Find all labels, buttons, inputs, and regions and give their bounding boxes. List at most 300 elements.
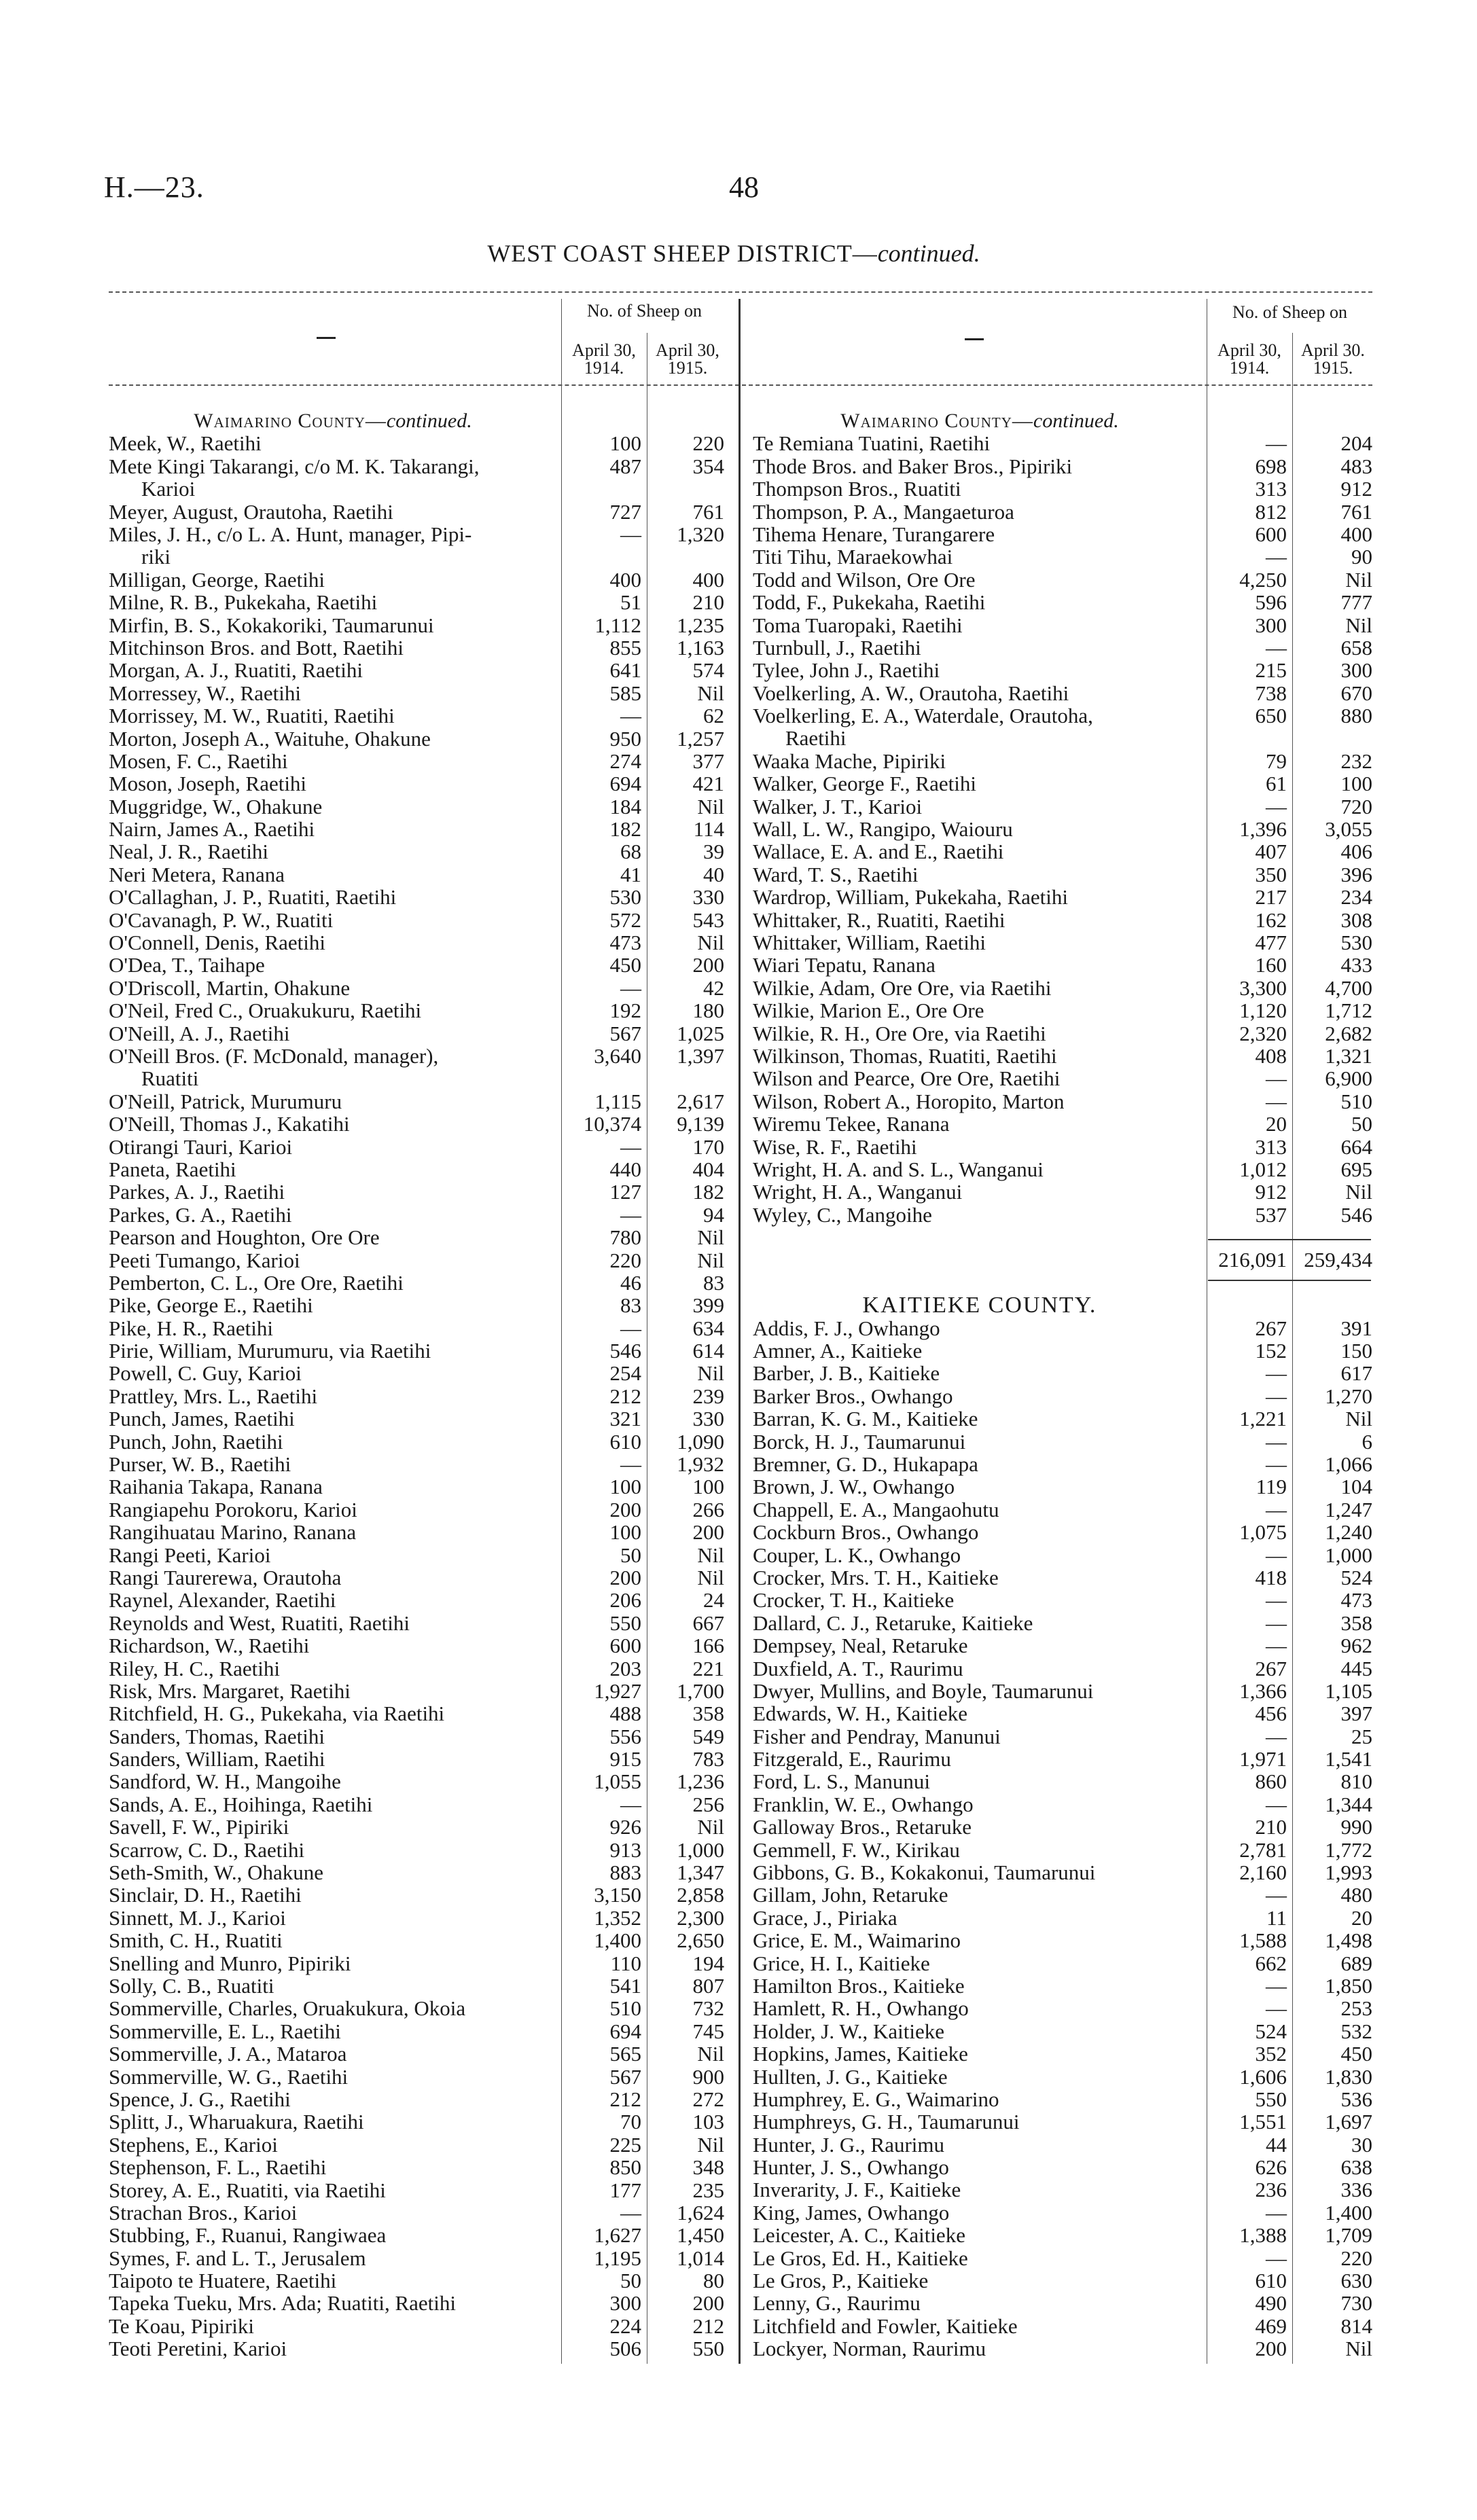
owner-name: Dwyer, Mullins, and Boyle, Taumarunui: [753, 1678, 1094, 1703]
sheep-1915: 445: [1340, 1656, 1372, 1680]
owner-name: Ford, L. S., Manunui: [753, 1769, 930, 1794]
sheep-1915: 94: [703, 1202, 724, 1227]
sheep-1914: 490: [1255, 2291, 1287, 2316]
sheep-1915: 783: [692, 1747, 724, 1771]
table-row: [109, 750, 727, 772]
sheep-1914: 694: [609, 772, 641, 796]
table-row: [753, 1113, 1374, 1135]
table-row: [753, 977, 1374, 999]
owner-name: Wiari Tepatu, Ranana: [753, 953, 936, 977]
sheep-1915: Nil: [697, 2042, 724, 2066]
owner-name: Humphreys, G. H., Taumarunui: [753, 2110, 1020, 2134]
sheep-1915: 3,055: [1325, 817, 1372, 842]
sheep-1915: Nil: [697, 931, 724, 955]
table-row: [109, 1725, 727, 1748]
sheep-1915: 1,850: [1325, 1973, 1372, 1998]
sheep-1914: 267: [1255, 1316, 1287, 1340]
sheep-1914: 440: [609, 1157, 641, 1181]
table-row: [753, 886, 1374, 908]
table-row: [753, 1634, 1374, 1657]
table-row: [753, 659, 1374, 681]
owner-name: O'Neill, Thomas J., Kakatihi: [109, 1112, 350, 1136]
table-row: [753, 999, 1374, 1022]
table-row: [753, 1090, 1374, 1113]
sheep-1915: 1,014: [677, 2246, 724, 2270]
table-row: [753, 682, 1374, 704]
sheep-1914: 2,781: [1239, 1837, 1287, 1862]
owner-name: Paneta, Raetihi: [109, 1157, 236, 1181]
sheep-1915: 404: [692, 1157, 724, 1181]
sheep-1914: —: [620, 1134, 641, 1159]
owner-name: Tihema Henare, Turangarere: [753, 522, 995, 546]
sheep-1914: 127: [609, 1180, 641, 1204]
sheep-1915: 745: [692, 2019, 724, 2043]
owner-name: Rangi Peeti, Karioi: [109, 1543, 271, 1567]
table-row: [753, 501, 1374, 523]
owner-name: Mitchinson Bros. and Bott, Raetihi: [109, 635, 404, 660]
sheep-1915: Nil: [697, 794, 724, 818]
table-row: [109, 432, 727, 454]
sheep-1915: 25: [1351, 1724, 1372, 1748]
sheep-1914: 855: [609, 635, 641, 660]
sheep-1915: 330: [692, 1407, 724, 1431]
owner-name: Hunter, J. G., Raurimu: [753, 2132, 945, 2157]
owner-name: Barran, K. G. M., Kaitieke: [753, 1407, 978, 1431]
owner-name: Wright, H. A. and S. L., Wanganui: [753, 1157, 1044, 1181]
right-group-header: No. of Sheep on: [1232, 302, 1347, 322]
sheep-1914: —: [1266, 1996, 1287, 2021]
sheep-1914: 46: [620, 1270, 641, 1295]
owner-name: Amner, A., Kaitieke: [753, 1339, 923, 1363]
sheep-1915: 630: [1340, 2269, 1372, 2293]
sheep-1914: 68: [620, 840, 641, 864]
owner-name: Symes, F. and L. T., Jerusalem: [109, 2246, 366, 2270]
owner-name: Stephens, E., Karioi: [109, 2132, 278, 2157]
sheep-1915: 114: [693, 817, 724, 842]
owner-name: Wilkie, Adam, Ore Ore, via Raetihi: [753, 975, 1052, 1000]
sheep-1915: 2,300: [677, 1905, 724, 1930]
table-row: [753, 1181, 1374, 1203]
sheep-1915: 83: [703, 1270, 724, 1295]
sheep-1914: —: [620, 2200, 641, 2225]
table-row: [109, 2088, 727, 2110]
table-row: [753, 1680, 1374, 1702]
table-row: [753, 636, 1374, 659]
sheep-1914: 1,221: [1239, 1407, 1287, 1431]
table-row: [109, 1362, 727, 1384]
table-row: [109, 1385, 727, 1407]
sheep-1914: 926: [609, 1815, 641, 1839]
table-row: [753, 931, 1374, 954]
sheep-1914: 300: [1255, 613, 1287, 637]
sheep-1914: 350: [1255, 862, 1287, 886]
table-row: [753, 1907, 1374, 1929]
owner-name: Milne, R. B., Pukekaha, Raetihi: [109, 590, 378, 615]
owner-name: Tylee, John J., Raetihi: [753, 658, 940, 683]
sheep-1915: 212: [692, 2314, 724, 2338]
sheep-1914: 300: [609, 2291, 641, 2316]
table-row: [109, 1861, 727, 1884]
sheep-1915: 1,712: [1325, 998, 1372, 1023]
sheep-1914: 4,250: [1239, 567, 1287, 592]
owner-name: Gemmell, F. W., Kirikau: [753, 1837, 960, 1862]
owner-name: Whittaker, William, Raetihi: [753, 931, 986, 954]
sheep-1915: 406: [1340, 840, 1372, 864]
table-row: [109, 591, 727, 613]
owner-name: Prattley, Mrs. L., Raetihi: [109, 1384, 318, 1408]
owner-name: Otirangi Tauri, Karioi: [109, 1134, 293, 1159]
sheep-1915: 1,000: [1325, 1543, 1372, 1567]
sheep-1914: 2,160: [1239, 1860, 1287, 1885]
sheep-1914: —: [1266, 1724, 1287, 1748]
sheep-1914: 200: [1255, 2337, 1287, 2361]
sheep-1914: 313: [1255, 1134, 1287, 1159]
left-name-header: [317, 337, 336, 339]
table-row: [109, 1793, 727, 1816]
owner-name: Teoti Peretini, Karioi: [109, 2337, 287, 2361]
table-row: [753, 1407, 1374, 1430]
sheep-1914: 600: [1255, 522, 1287, 546]
owner-name: Spence, J. G., Raetihi: [109, 2087, 291, 2111]
owner-name: Te Remiana Tuatini, Raetihi: [753, 431, 991, 456]
sheep-1914: —: [1266, 1452, 1287, 1476]
sheep-1915: 695: [1340, 1157, 1372, 1181]
table-row: [109, 1498, 727, 1521]
owner-name: Hunter, J. S., Owhango: [753, 2155, 949, 2180]
table-row: [753, 772, 1374, 795]
sheep-1915: 900: [692, 2064, 724, 2089]
sheep-1914: 650: [1255, 704, 1287, 728]
sheep-1914: 600: [609, 1634, 641, 1658]
section-heading-waimarino: [109, 410, 557, 432]
sheep-1915: 1,498: [1325, 1928, 1372, 1953]
sheep-1914: 550: [609, 1610, 641, 1635]
table-row: [109, 501, 727, 523]
sheep-1915: 308: [1340, 907, 1372, 932]
table-row: [753, 1997, 1374, 2019]
sheep-1914: 727: [609, 499, 641, 524]
table-row: [109, 569, 727, 591]
sheep-1915: 524: [1340, 1565, 1372, 1589]
sheep-1915: 62: [703, 704, 724, 728]
owner-name: Ward, T. S., Raetihi: [753, 862, 919, 886]
sheep-1914: 160: [1255, 953, 1287, 977]
sheep-1914: 780: [609, 1225, 641, 1250]
sheep-1914: 1,927: [594, 1678, 641, 1703]
sheep-1914: 537: [1255, 1202, 1287, 1227]
table-row: [753, 1770, 1374, 1793]
sheep-1914: —: [1266, 1066, 1287, 1091]
sheep-1914: 585: [609, 681, 641, 705]
table-row: [109, 2337, 727, 2360]
sheep-1914: 596: [1255, 590, 1287, 615]
table-row: [109, 455, 727, 501]
owner-name: Rangi Taurerewa, Orautoha: [109, 1565, 342, 1589]
owner-name: Grace, J., Piriaka: [753, 1905, 897, 1930]
sheep-1915: 180: [692, 998, 724, 1023]
section-heading-waimarino-right: [753, 410, 1207, 432]
owner-name: Grice, H. I., Kaitieke: [753, 1951, 930, 1975]
table-row: [109, 1249, 727, 1272]
owner-name: Voelkerling, E. A., Waterdale, Orautoha,: [753, 704, 1093, 728]
sheep-1914: 206: [609, 1588, 641, 1613]
owner-name: Neri Metera, Ranana: [109, 862, 285, 886]
table-row: [753, 523, 1374, 545]
table-row: [109, 1090, 727, 1113]
owner-name: Muggridge, W., Ohakune: [109, 794, 323, 818]
total-1915: 259,434: [1304, 1248, 1372, 1272]
sheep-1914: 1,396: [1239, 817, 1287, 842]
sheep-1915: 1,247: [1325, 1497, 1372, 1522]
sheep-1914: 567: [609, 1021, 641, 1045]
owner-name: King, James, Owhango: [753, 2200, 950, 2225]
sheep-1915: 1,320: [677, 522, 724, 546]
owner-name: Taipoto te Huatere, Raetihi: [109, 2269, 337, 2293]
left-header-1914: April 30, 1914.: [572, 340, 636, 378]
owner-name: O'Dea, T., Taihape: [109, 953, 265, 977]
table-row: [109, 818, 727, 840]
table-row: [109, 999, 727, 1022]
sheep-1915: 530: [1340, 931, 1372, 954]
owner-name: Cockburn Bros., Owhango: [753, 1520, 979, 1545]
table-row: [753, 1589, 1374, 1611]
table-row: [753, 2066, 1374, 2088]
spacer: [753, 1272, 1374, 1294]
sheep-1915: 2,682: [1325, 1021, 1372, 1045]
sheep-1915: Nil: [1345, 1407, 1372, 1431]
table-row: [753, 2134, 1374, 2156]
sheep-1914: 182: [609, 817, 641, 842]
table-row: [109, 1430, 727, 1453]
sheep-1914: 1,112: [594, 613, 641, 637]
owner-name: Duxfield, A. T., Raurimu: [753, 1656, 963, 1680]
table-row: [109, 1339, 727, 1362]
table-row: [753, 1566, 1374, 1589]
sheep-1914: 1,120: [1239, 998, 1287, 1023]
owner-name: Chappell, E. A., Mangaohutu: [753, 1497, 999, 1522]
sheep-1915: 761: [692, 499, 724, 524]
owner-name: Solly, C. B., Ruatiti: [109, 1974, 274, 1998]
owner-name: Couper, L. K., Owhango: [753, 1543, 961, 1567]
owner-name: Dallard, C. J., Retaruke, Kaitieke: [753, 1610, 1033, 1635]
table-row: [109, 614, 727, 636]
sheep-1914: 641: [609, 658, 641, 683]
owner-name: Litchfield and Fowler, Kaitieke: [753, 2314, 1018, 2338]
owner-name: Pemberton, C. L., Ore Ore, Raetihi: [109, 1270, 404, 1295]
table-row: [753, 1657, 1374, 1680]
owner-name: Barber, J. B., Kaitieke: [753, 1361, 940, 1386]
table-row: [753, 863, 1374, 886]
owner-name: Toma Tuaropaki, Raetihi: [753, 613, 963, 637]
owner-name: Le Gros, P., Kaitieke: [753, 2269, 929, 2293]
sheep-1914: 408: [1255, 1043, 1287, 1068]
sheep-1914: 610: [1255, 2269, 1287, 2293]
sheep-1915: Nil: [697, 1248, 724, 1272]
owner-name: Dempsey, Neal, Retaruke: [753, 1634, 968, 1658]
sheep-1915: 2,650: [677, 1928, 724, 1953]
sheep-1915: 1,236: [677, 1769, 724, 1794]
owner-name: O'Driscoll, Martin, Ohakune: [109, 975, 351, 1000]
owner-name: O'Neil, Fred C., Oruakukuru, Raetihi: [109, 998, 422, 1023]
sheep-1915: 617: [1340, 1361, 1372, 1386]
sheep-1914: 177: [609, 2178, 641, 2202]
left-rows: [109, 432, 727, 2360]
sheep-1915: 421: [692, 772, 724, 796]
sheep-1915: 1,700: [677, 1678, 724, 1703]
sheep-1915: 234: [1340, 885, 1372, 910]
owner-name: Thode Bros. and Baker Bros., Pipiriki: [753, 454, 1073, 478]
sheep-1915: Nil: [1345, 2337, 1372, 2361]
sheep-1915: Nil: [1345, 567, 1372, 592]
sheep-1915: 253: [1340, 1996, 1372, 2021]
table-row: [753, 1045, 1374, 1067]
sheep-1915: 880: [1340, 704, 1372, 728]
right-header-1914: April 30, 1914.: [1217, 340, 1281, 378]
sheep-1915: 2,858: [677, 1883, 724, 1907]
table-row: [109, 863, 727, 886]
sheep-1914: —: [1266, 2246, 1287, 2270]
owner-name: Walker, J. T., Karioi: [753, 794, 923, 818]
table-row: [753, 1136, 1374, 1158]
sheep-1914: 1,075: [1239, 1520, 1287, 1545]
sheep-1914: 912: [1255, 1180, 1287, 1204]
right-name-header: [965, 338, 984, 340]
sheep-1914: 1,627: [594, 2223, 641, 2248]
table-row: [753, 2224, 1374, 2246]
sheep-1915: 266: [692, 1497, 724, 1522]
sheep-1914: 51: [620, 590, 641, 615]
sheep-1914: 610: [609, 1429, 641, 1454]
table-row: [109, 1634, 727, 1657]
sheep-1914: 541: [609, 1974, 641, 1998]
sheep-1914: —: [620, 1316, 641, 1340]
sheep-1915: 614: [692, 1339, 724, 1363]
sheep-1915: 670: [1340, 681, 1372, 705]
sheep-1915: 664: [1340, 1134, 1372, 1159]
sheep-1915: 546: [1340, 1202, 1372, 1227]
owner-name: Hopkins, James, Kaitieke: [753, 2042, 968, 2066]
sheep-1915: 1,257: [677, 726, 724, 751]
table-row: [109, 1566, 727, 1589]
sheep-1915: Nil: [697, 1361, 724, 1386]
sheep-1915: 104: [1340, 1475, 1372, 1499]
sheep-1914: 1,400: [594, 1928, 641, 1953]
sheep-1914: 210: [1255, 1815, 1287, 1839]
table-row: [753, 1317, 1374, 1339]
sheep-1915: 1,090: [677, 1429, 724, 1454]
owner-name: Reynolds and West, Ruatiti, Raetihi: [109, 1610, 410, 1635]
table-row: [753, 432, 1374, 454]
sheep-1914: 456: [1255, 1702, 1287, 1726]
table-row: [109, 1657, 727, 1680]
sheep-1914: —: [1266, 1973, 1287, 1998]
owner-name: Miles, J. H., c/o L. A. Hunt, manager, Pipi-: [109, 522, 472, 546]
table-row: [109, 1158, 727, 1181]
table-row: [109, 2292, 727, 2314]
sheep-1915: 272: [692, 2087, 724, 2111]
table-row: [753, 2178, 1374, 2201]
sheep-1915: 391: [1340, 1316, 1372, 1340]
sheep-1915: 1,321: [1325, 1043, 1372, 1068]
table-row: [753, 455, 1374, 478]
table-row: [109, 1204, 727, 1226]
table-row: [753, 818, 1374, 840]
owner-name: O'Cavanagh, P. W., Ruatiti: [109, 907, 334, 932]
sheep-1914: 3,150: [594, 1883, 641, 1907]
owner-name: Lenny, G., Raurimu: [753, 2291, 921, 2316]
sheep-1915: 170: [692, 1134, 724, 1159]
table-row: [109, 1113, 727, 1135]
owner-name: Splitt, J., Wharuakura, Raetihi: [109, 2110, 364, 2134]
sheep-1914: 1,115: [594, 1089, 641, 1113]
table-row: [109, 2224, 727, 2246]
owner-name: Borck, H. J., Taumarunui: [753, 1429, 966, 1454]
table-row: [109, 1272, 727, 1294]
table-row: [109, 727, 727, 750]
table-row: [109, 1612, 727, 1634]
title-suffix: continued.: [877, 240, 980, 267]
sheep-1915: 221: [692, 1656, 724, 1680]
sheep-1915: 150: [1340, 1339, 1372, 1363]
sheep-1914: 556: [609, 1724, 641, 1748]
table-row: [109, 636, 727, 659]
table-row: [753, 2110, 1374, 2133]
sheep-1915: 182: [692, 1180, 724, 1204]
owner-name: Punch, James, Raetihi: [109, 1407, 295, 1431]
sheep-1915: 300: [1340, 658, 1372, 683]
sheep-1915: 990: [1340, 1815, 1372, 1839]
table-row: [753, 840, 1374, 863]
owner-name: Gibbons, G. B., Kokakonui, Taumarunui: [753, 1860, 1096, 1885]
owner-name: Meek, W., Raetihi: [109, 431, 262, 456]
sheep-1915: 1,932: [677, 1452, 724, 1477]
table-row: [753, 704, 1374, 750]
table-row: [753, 1453, 1374, 1475]
owner-name: Inverarity, J. F., Kaitieke: [753, 2178, 961, 2202]
owner-name: Hamilton Bros., Kaitieke: [753, 1973, 965, 1998]
table-row: [109, 954, 727, 976]
sheep-1914: 450: [609, 953, 641, 977]
sheep-1915: 720: [1340, 794, 1372, 818]
owner-name: O'Neill, A. J., Raetihi: [109, 1021, 290, 1045]
owner-name: Wilkinson, Thomas, Ruatiti, Raetihi: [753, 1043, 1057, 1068]
owner-name: Wall, L. W., Rangipo, Waiouru: [753, 817, 1013, 842]
table-row: [109, 2269, 727, 2292]
sheep-1915: 480: [1340, 1883, 1372, 1907]
table-row: [109, 2066, 727, 2088]
owner-name: Crocker, T. H., Kaitieke: [753, 1588, 955, 1613]
owner-name: Mete Kingi Takarangi, c/o M. K. Takarangi,: [109, 454, 480, 478]
owner-name: Wilson and Pearce, Ore Ore, Raetihi: [753, 1066, 1061, 1091]
owner-name: Parkes, A. J., Raetihi: [109, 1180, 285, 1204]
sheep-1915: 358: [1340, 1610, 1372, 1635]
owner-name: Punch, John, Raetihi: [109, 1429, 283, 1454]
table-header-rule: [109, 384, 1372, 386]
owner-name: Parkes, G. A., Raetihi: [109, 1202, 292, 1227]
table-row: [109, 931, 727, 954]
sheep-1915: 397: [1340, 1702, 1372, 1726]
table-row: [753, 2156, 1374, 2178]
sheep-1915: Nil: [697, 681, 724, 705]
owner-name: Sommerville, Charles, Oruakukura, Okoia: [109, 1996, 466, 2021]
sheep-1914: —: [1266, 1089, 1287, 1113]
sheep-1915: 532: [1340, 2019, 1372, 2043]
sheep-1914: 110: [610, 1951, 641, 1975]
sheep-1914: 913: [609, 1837, 641, 1862]
sheep-1915: 80: [703, 2269, 724, 2293]
owner-name: Holder, J. W., Kaitieke: [753, 2019, 945, 2043]
title-main: WEST COAST SHEEP DISTRICT—: [487, 240, 878, 267]
